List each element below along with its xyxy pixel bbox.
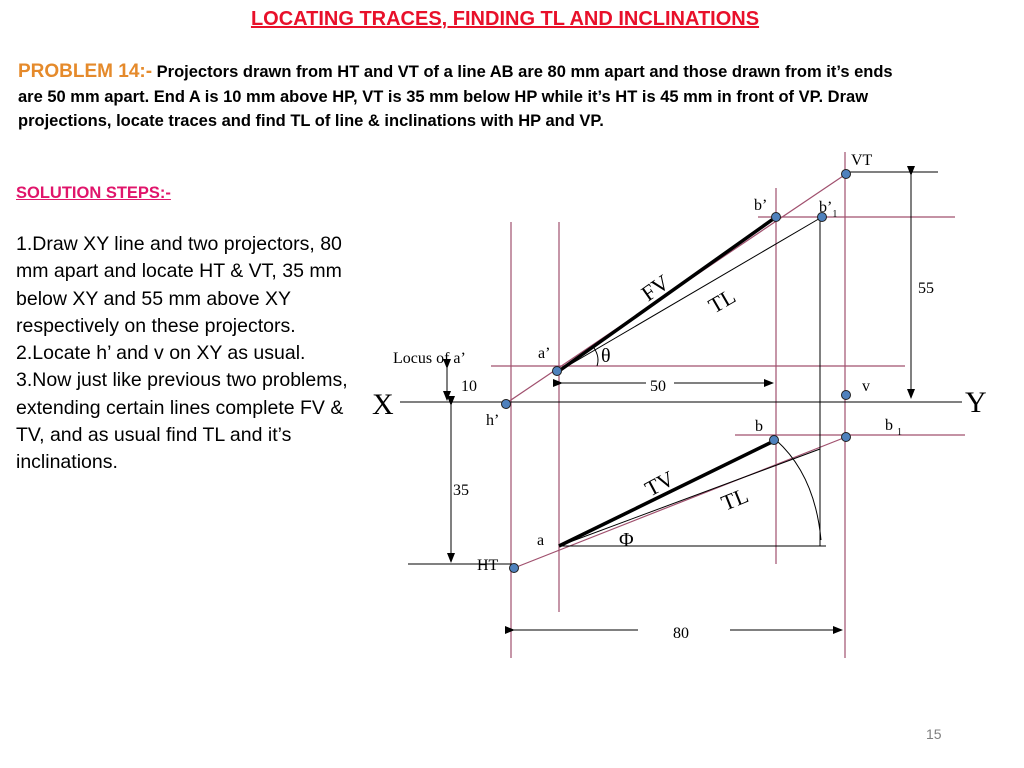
page-number: 15: [926, 726, 942, 742]
label-v: v: [862, 378, 870, 395]
tl-top-line: [559, 217, 822, 371]
label-b1-main: b: [885, 417, 893, 434]
label-80: 80: [673, 625, 689, 642]
point-vt: [842, 170, 851, 179]
point-h-prime: [502, 400, 511, 409]
label-tl-bottom: TL: [717, 482, 752, 516]
label-a: a: [537, 532, 545, 549]
label-10: 10: [461, 378, 477, 395]
label-phi: Φ: [619, 529, 634, 551]
problem-tag: PROBLEM 14:-: [18, 61, 153, 82]
step-3: 3.Now just like previous two problems, extending certain lines complete FV & TV, and as usual find TL and it’s inclinations.: [16, 369, 348, 474]
label-tl-top: TL: [704, 283, 740, 319]
point-b-prime: [772, 213, 781, 222]
tv-extension: [514, 437, 846, 568]
step-2: 2.Locate h’ and v on XY as usual.: [16, 342, 306, 365]
label-fv: FV: [636, 269, 674, 307]
problem-text: Projectors drawn from HT and VT of a line AB are 80 mm apart and those drawn from it’s ends are 50 mm apart. End A is 10 mm above HP, VT is 35 mm below HP while it’s HT is 45 mm in front of VP. Draw projections, locate traces and find TL of line & inclinations with HP and VP.: [18, 63, 893, 130]
label-b-prime: b’: [754, 197, 768, 214]
label-b1-sub: 1: [897, 427, 902, 438]
step-1: 1.Draw XY line and two projectors, 80 mm apart and locate HT & VT, 35 mm below XY and 55 mm above XY respectively on these projectors.: [16, 233, 342, 337]
label-b1-prime-main: b’: [819, 199, 833, 216]
label-h-prime: h’: [486, 412, 500, 429]
label-locus: Locus of a’: [393, 350, 466, 367]
point-b1: [842, 433, 851, 442]
label-50: 50: [650, 378, 666, 395]
label-tv: TV: [640, 465, 679, 502]
label-a-prime: a’: [538, 345, 551, 362]
tl-bottom-line: [559, 449, 820, 546]
label-theta: θ: [601, 345, 611, 367]
point-v: [842, 391, 851, 400]
arc-b-swing: [776, 440, 821, 540]
point-ht: [510, 564, 519, 573]
point-b: [770, 436, 779, 445]
label-b1-prime-sub: 1: [832, 209, 838, 220]
label-x: X: [372, 388, 394, 421]
label-vt: VT: [851, 152, 873, 169]
label-y: Y: [965, 386, 987, 419]
point-a-prime: [553, 367, 562, 376]
slide-title: LOCATING TRACES, FINDING TL AND INCLINATIONS: [250, 8, 760, 30]
label-55: 55: [918, 280, 934, 297]
label-35: 35: [453, 482, 469, 499]
solution-heading: SOLUTION STEPS:-: [16, 184, 171, 202]
label-ht: HT: [477, 557, 499, 574]
label-b: b: [755, 418, 763, 435]
